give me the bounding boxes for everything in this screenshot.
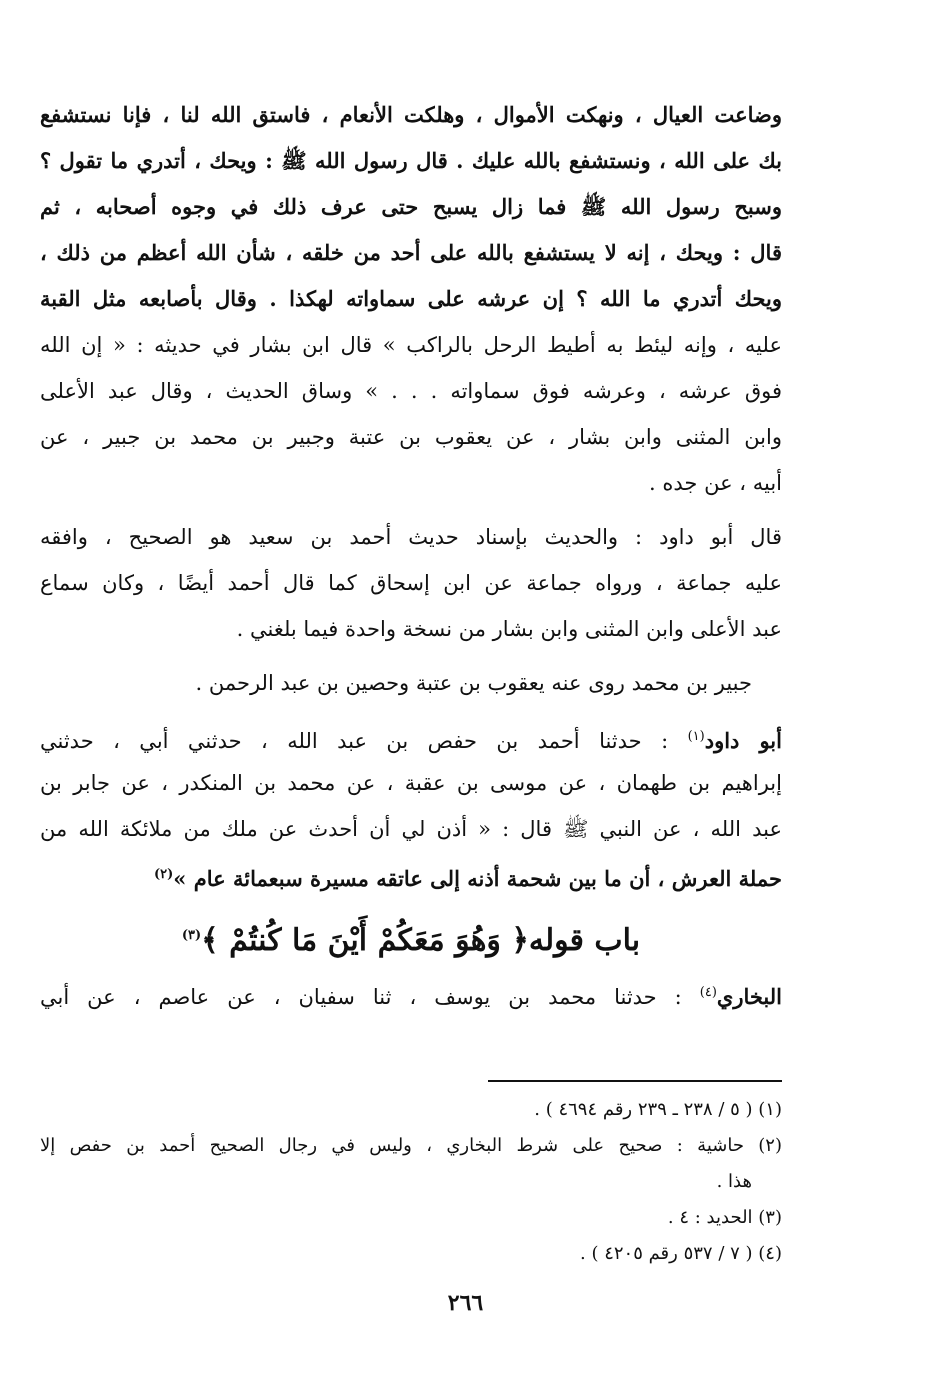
text-line: وسبح رسول الله ﷺ فما زال يسبح حتى عرف ذلك في وجوه أصحابه ، ثم bbox=[40, 194, 782, 219]
text-line: ويحك أتدري ما الله ؟ إن عرشه على سماواته لهكذا . وقال بأصابعه مثل القبة bbox=[40, 286, 782, 311]
text-line: عليه جماعة ، ورواه جماعة عن ابن إسحاق كما قال أحمد أيضًا ، وكان سماع bbox=[40, 571, 782, 595]
paragraph-abu-dawud-comment bbox=[40, 514, 782, 652]
text-line: عليه ، وإنه ليئط به أطيط الرحل بالراكب » قال ابن بشار في حديثه : « إن الله bbox=[40, 333, 782, 357]
text-line: فوق عرشه ، وعرشه فوق سماواته . . . » وساق الحديث ، وقال عبد الأعلى bbox=[40, 379, 782, 403]
text-line bbox=[40, 714, 782, 760]
paragraph-hadith-continuation bbox=[40, 92, 782, 506]
text-line: وابن المثنى وابن بشار ، عن يعقوب بن عتبة وجبير بن محمد بن جبير ، عن bbox=[40, 425, 782, 449]
footnote: (٢) حاشية : صحيح على شرط البخاري ، وليس في رجال الصحيح أحمد بن حفص إلا bbox=[40, 1135, 782, 1156]
footnote-divider bbox=[488, 1080, 782, 1082]
text-line: عبد الله ، عن النبي ﷺ قال : « أذن لي أن أحدث عن ملك من ملائكة الله من bbox=[40, 817, 782, 841]
text-span: : حدثنا أحمد بن حفص بن عبد الله ، حدثني أبي ، حدثني bbox=[40, 729, 688, 753]
text-span: : حدثنا محمد بن يوسف ، ثنا سفيان ، عن عاصم ، عن أبي bbox=[40, 985, 700, 1009]
text-line bbox=[40, 852, 782, 898]
text-line: قال : ويحك ، إنه لا يستشفع بالله على أحد من خلقه ، شأن الله أعظم من ذلك ، bbox=[40, 240, 782, 265]
footnotes bbox=[40, 1092, 782, 1272]
footnote-ref: (٢) bbox=[153, 867, 174, 882]
footnote: (٣) الحديد : ٤ . bbox=[667, 1207, 782, 1228]
footnote-ref: (٣) bbox=[181, 928, 202, 943]
footnote: (١) ( ٥ / ٢٣٨ ـ ٢٣٩ رقم ٤٦٩٤ ) . bbox=[534, 1099, 782, 1120]
footnote-ref: (١) bbox=[687, 729, 705, 744]
paragraph-bukhari bbox=[40, 970, 782, 1016]
footnote: (٤) ( ٧ / ٥٣٧ رقم ٤٢٠٥ ) . bbox=[580, 1243, 782, 1264]
paragraph-second-hadith bbox=[40, 714, 782, 898]
page-number: ٢٦٦ bbox=[447, 1290, 484, 1316]
text-line: عبد الأعلى وابن المثنى وابن بشار من نسخة واحدة فيما بلغني . bbox=[236, 617, 782, 641]
page-body bbox=[40, 92, 782, 1016]
text-line: وضاعت العيال ، ونهكت الأموال ، وهلكت الأنعام ، فاستق الله لنا ، فإنا نستشفع bbox=[40, 102, 782, 127]
heading-text: باب قوله﴿ وَهُوَ مَعَكُمْ أَيْنَ مَا كُنتُمْ ﴾ bbox=[201, 923, 641, 958]
footnote-ref: (٤) bbox=[699, 985, 717, 1000]
text-span: حملة العرش ، أن ما بين شحمة أذنه إلى عاتقه مسيرة سبعمائة عام » bbox=[173, 866, 782, 891]
text-line: إبراهيم بن طهمان ، عن موسى بن عقبة ، عن محمد بن المنكدر ، عن جابر بن bbox=[40, 771, 782, 795]
source-name: أبو داود bbox=[704, 728, 782, 753]
text-line: قال أبو داود : والحديث بإسناد حديث أحمد بن سعيد هو الصحيح ، وافقه bbox=[40, 525, 782, 549]
text-line: بك على الله ، ونستشفع بالله عليك . قال رسول الله ﷺ : ويحك ، أتدري ما تقول ؟ bbox=[40, 148, 782, 173]
section-heading bbox=[40, 904, 782, 968]
source-name: البخاري bbox=[716, 984, 782, 1009]
footnote-continuation: هذا . bbox=[716, 1171, 752, 1192]
paragraph-narrator-note: جبير بن محمد روى عنه يعقوب بن عتبة وحصين بن عبد الرحمن . bbox=[195, 671, 752, 695]
text-line: أبيه ، عن جده . bbox=[649, 471, 782, 495]
